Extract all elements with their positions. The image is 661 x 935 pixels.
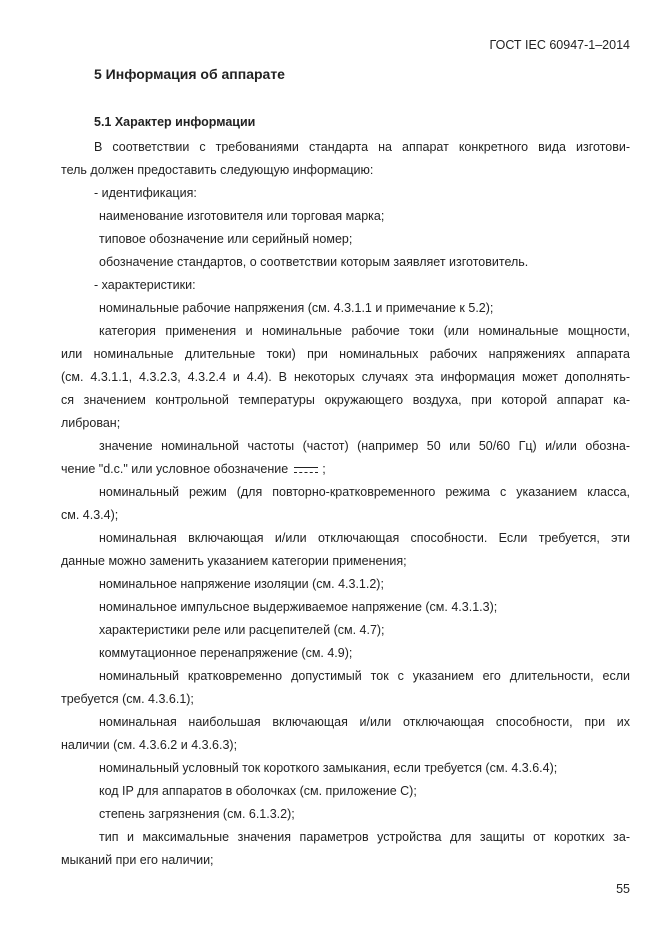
body-line: номинальная наибольшая включающая и/или отключающая способности, при их (99, 715, 630, 729)
body-line: или номинальные длительные токи) при номинальных рабочих напряжениях аппарата (61, 347, 630, 361)
body-line: номинальная включающая и/или отключающая способности. Если требуется, эти (99, 531, 630, 545)
body-line: либрован; (61, 416, 121, 430)
body-line: значение номинальной частоты (частот) (например 50 или 50/60 Гц) и/или обозна- (99, 439, 630, 453)
dc-text: чение "d.c." или условное обозначение (61, 462, 289, 476)
subsection-title: 5.1 Характер информации (94, 115, 256, 129)
body-line: коммутационное перенапряжение (см. 4.9); (99, 646, 353, 660)
body-line: тель должен предоставить следующую информацию: (61, 163, 374, 177)
body-line: обозначение стандартов, о соответствии которым заявляет изготовитель. (99, 255, 529, 269)
body-line: - идентификация: (94, 186, 197, 200)
body-line: мыканий при его наличии; (61, 853, 214, 867)
dc-symbol-icon (294, 465, 318, 475)
body-line: характеристики реле или расцепителей (см. 4.7); (99, 623, 385, 637)
page-number: 55 (616, 882, 630, 896)
body-line: тип и максимальные значения параметров устройства для защиты от коротких за- (99, 830, 630, 844)
body-line: ся значением контрольной температуры окружающего воздуха, при которой аппарат ка- (61, 393, 630, 407)
body-line: номинальное напряжение изоляции (см. 4.3.1.2); (99, 577, 384, 591)
body-line: данные можно заменить указанием категории применения; (61, 554, 407, 568)
body-line: номинальные рабочие напряжения (см. 4.3.1.1 и примечание к 5.2); (99, 301, 494, 315)
body-line: типовое обозначение или серийный номер; (99, 232, 353, 246)
body-line: степень загрязнения (см. 6.1.3.2); (99, 807, 295, 821)
body-line: (см. 4.3.1.1, 4.3.2.3, 4.3.2.4 и 4.4). В некоторых случаях эта информация может дополнять- (61, 370, 630, 384)
body-line: код IP для аппаратов в оболочках (см. приложение С); (99, 784, 417, 798)
body-line: - характеристики: (94, 278, 196, 292)
body-line: наличии (см. 4.3.6.2 и 4.3.6.3); (61, 738, 238, 752)
standard-header: ГОСТ IEC 60947-1–2014 (489, 38, 630, 52)
body-line-dc (61, 461, 326, 477)
body-line: номинальный условный ток короткого замыкания, если требуется (см. 4.3.6.4); (99, 761, 558, 775)
body-line: см. 4.3.4); (61, 508, 119, 522)
body-line: категория применения и номинальные рабочие токи (или номинальные мощности, (99, 324, 630, 338)
dc-suffix: ; (322, 462, 326, 476)
body-line: номинальное импульсное выдерживаемое напряжение (см. 4.3.1.3); (99, 600, 498, 614)
body-line: требуется (см. 4.3.6.1); (61, 692, 194, 706)
body-line: номинальный кратковременно допустимый ток с указанием его длительности, если (99, 669, 630, 683)
section-title: 5 Информация об аппарате (94, 66, 285, 82)
body-line: наименование изготовителя или торговая марка; (99, 209, 385, 223)
body-line: В соответствии с требованиями стандарта на аппарат конкретного вида изготови- (94, 140, 630, 154)
body-line: номинальный режим (для повторно-кратковременного режима с указанием класса, (99, 485, 630, 499)
